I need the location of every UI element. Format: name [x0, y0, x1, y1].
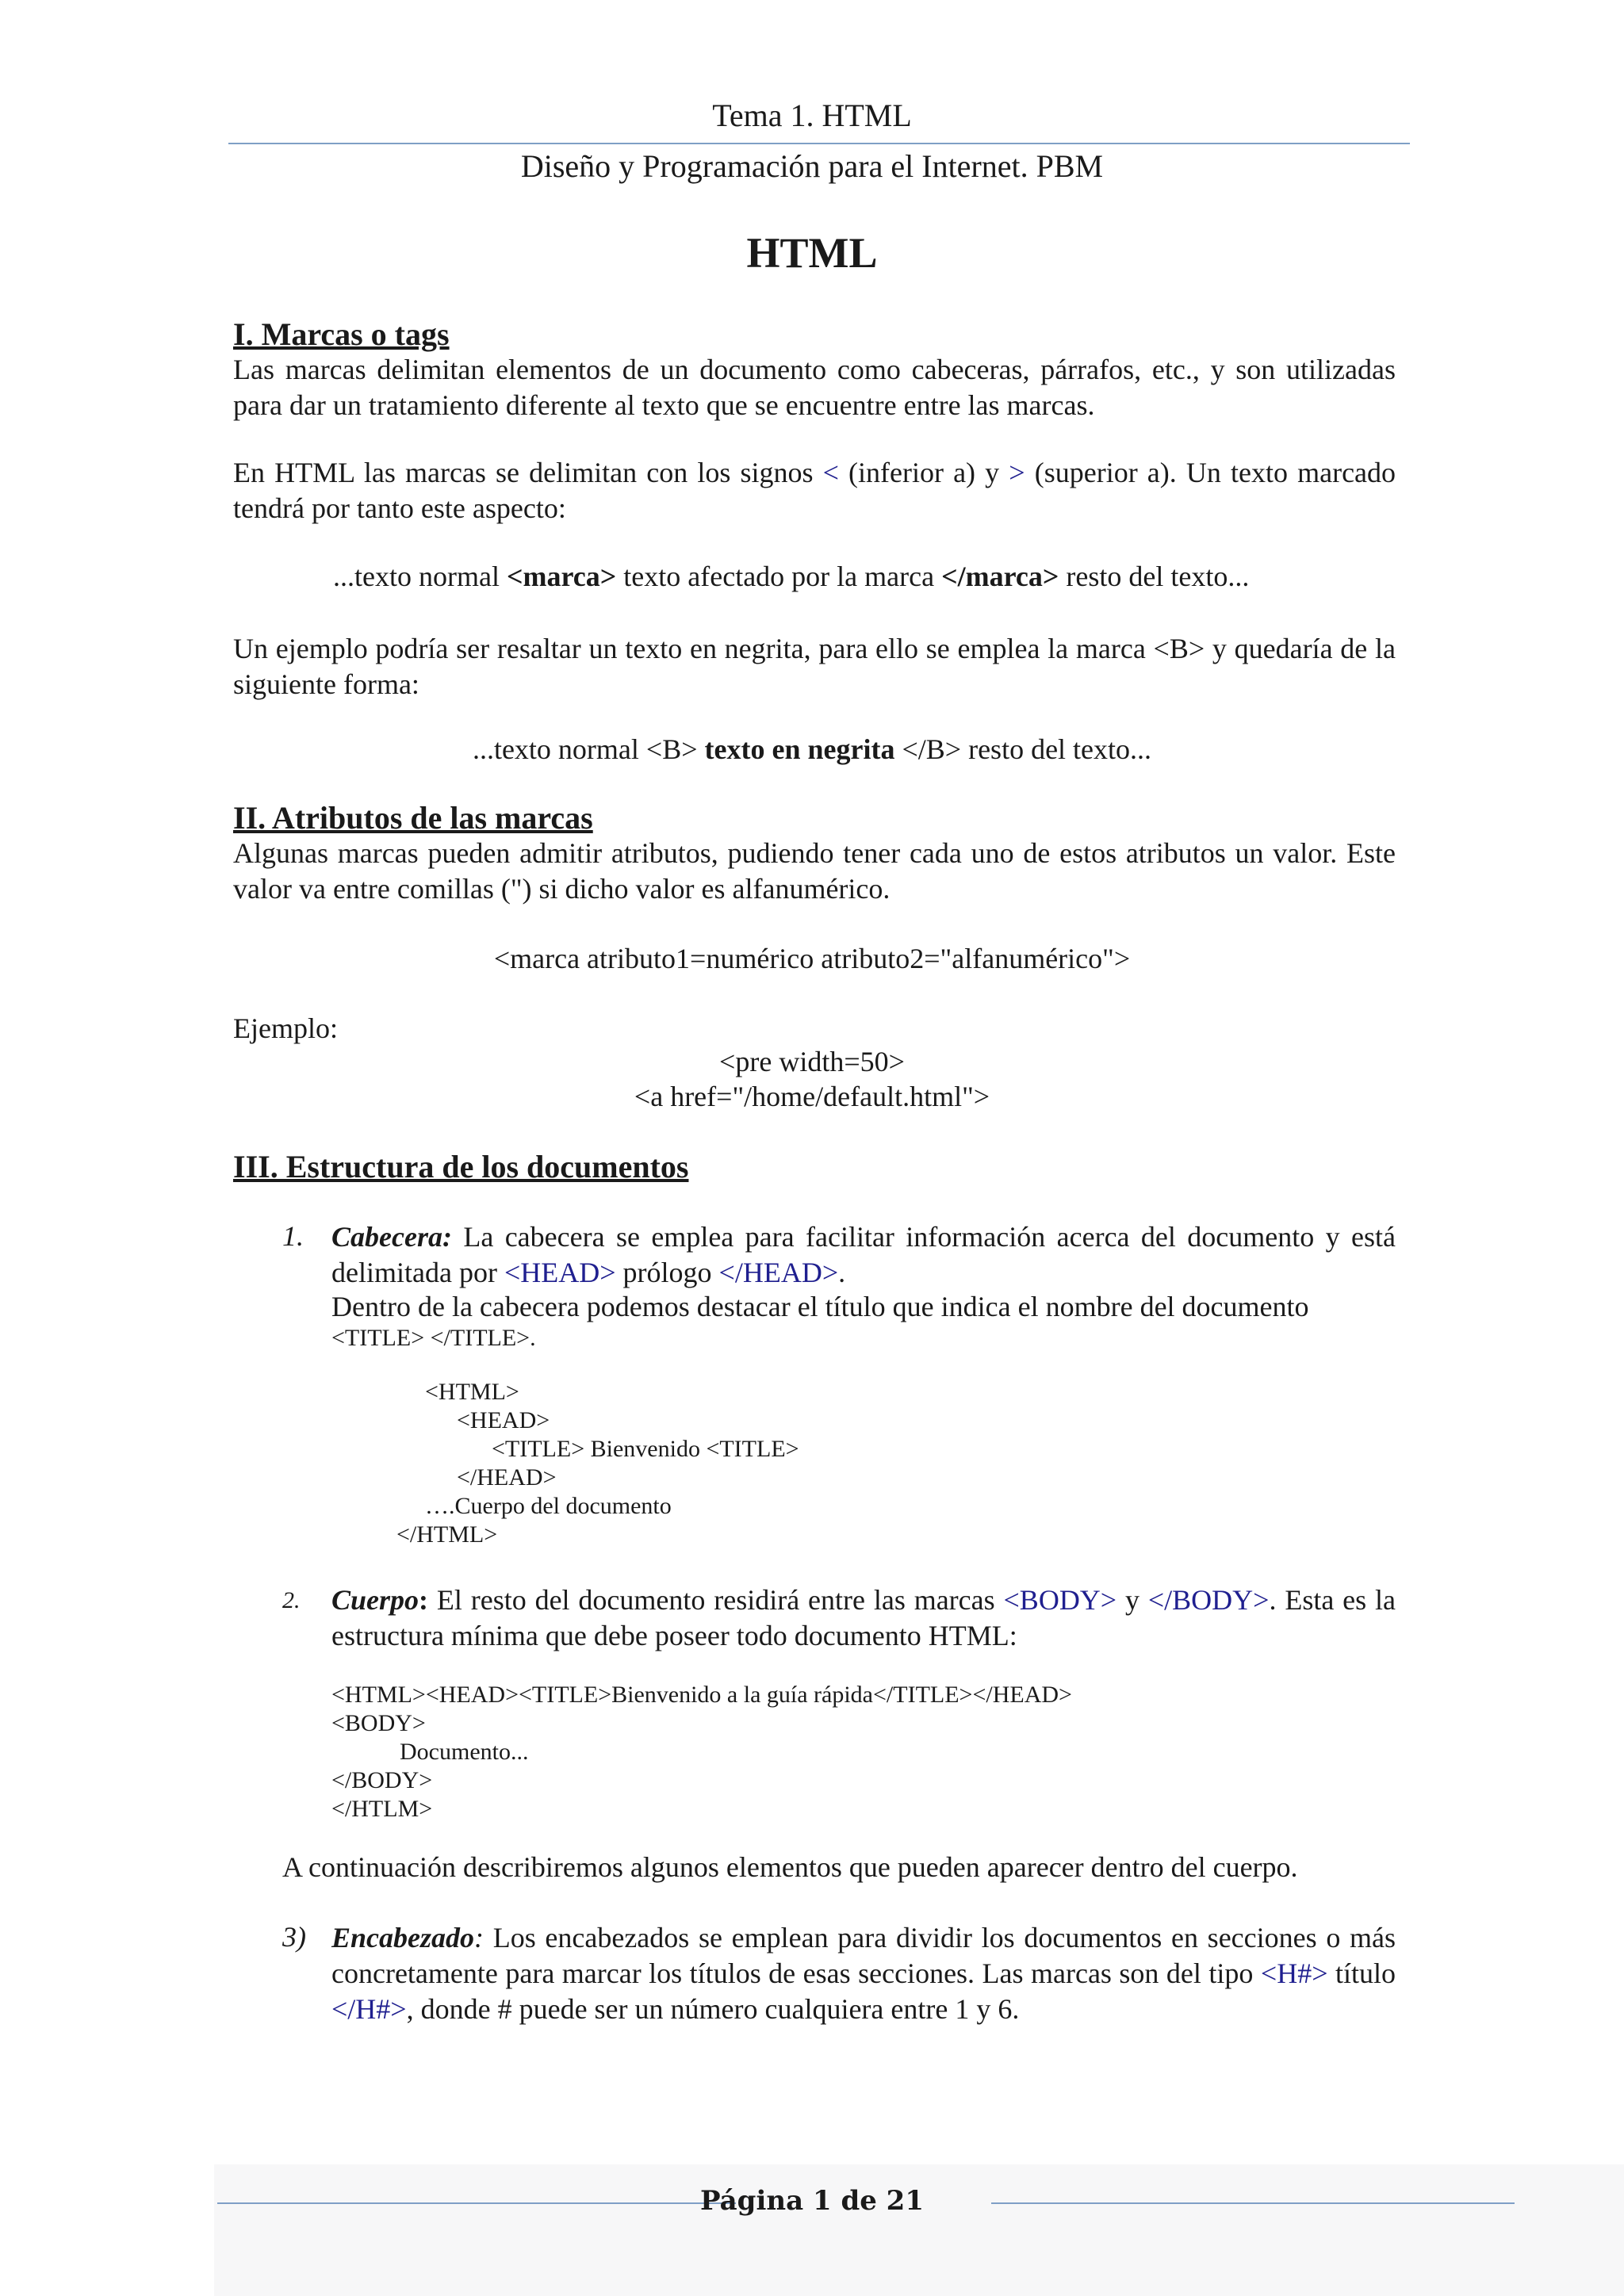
code-line: <BODY>: [331, 1710, 426, 1736]
paragraph: Las marcas delimitan elementos de un documento como cabeceras, párrafos, etc., y son utilizadas para dar un tratamiento diferente al texto que se encuentre entre las marcas.: [233, 354, 1396, 421]
code-line: </BODY>: [331, 1767, 433, 1793]
text: (inferior a) y: [848, 457, 1000, 488]
example-line: ...texto normal <B> texto en negrita </B> resto del texto...: [472, 733, 1152, 765]
section-heading-3: III. Estructura de los documentos: [233, 1149, 689, 1184]
example-line: <a href="/home/default.html">: [634, 1081, 990, 1112]
list-number: 3): [282, 1921, 306, 1953]
example-line: ...texto normal <marca> texto afectado por la marca </marca> resto del texto...: [333, 561, 1250, 592]
code-line: </HTML>: [396, 1521, 498, 1548]
header-rule: [228, 143, 1410, 144]
page-title: HTML: [746, 229, 878, 277]
list-item-cuerpo: Cuerpo: El resto del documento residirá entre las marcas <BODY> y </BODY>. Esta es la estructura mínima que debe poseer todo documento HTML:: [331, 1584, 1396, 1651]
running-header-subtitle: Diseño y Programación para el Internet. PBM: [520, 148, 1104, 184]
paragraph: Algunas marcas pueden admitir atributos, pudiendo tener cada uno de estos atributos un valor. Este valor va entre comillas (") si dicho valor es alfanumérico.: [233, 837, 1396, 905]
paragraph: Dentro de la cabecera podemos destacar el título que indica el nombre del documento: [331, 1291, 1309, 1322]
code-line: <TITLE> Bienvenido <TITLE>: [492, 1436, 799, 1462]
list-number: 1.: [282, 1220, 304, 1252]
footer-shade: [214, 2164, 1624, 2296]
code-line: <HEAD>: [457, 1407, 550, 1433]
code-line: <HTML>: [425, 1379, 519, 1405]
less-than-sign: <: [822, 457, 839, 488]
paragraph: [233, 455, 1396, 526]
greater-than-sign: >: [1009, 457, 1025, 488]
paragraph: A continuación describiremos algunos elementos que pueden aparecer dentro del cuerpo.: [282, 1851, 1298, 1883]
page-number: Página 1 de 21: [699, 2185, 924, 2217]
paragraph: Un ejemplo podría ser resaltar un texto en negrita, para ello se emplea la marca <B> y quedaría de la siguiente forma:: [233, 633, 1396, 700]
example-label: Ejemplo:: [233, 1012, 338, 1044]
syntax-line: <marca atributo1=numérico atributo2="alfanumérico">: [493, 943, 1131, 974]
code-line: <HTML><HEAD><TITLE>Bienvenido a la guía rápida</TITLE></HEAD>: [331, 1682, 1072, 1708]
running-header-title: Tema 1. HTML: [712, 98, 912, 133]
section-heading-2: II. Atributos de las marcas: [233, 800, 593, 836]
list-item-cabecera: Cabecera: La cabecera se emplea para facilitar información acerca del documento y está delimitada por <HEAD> prólogo </HEAD>.: [331, 1221, 1396, 1288]
code-line: ….Cuerpo del documento: [425, 1493, 672, 1519]
text: (superior a). Un texto marcado tendrá por tanto este aspecto:: [233, 457, 1396, 524]
code-line: Documento...: [400, 1739, 529, 1765]
section-heading-1: I. Marcas o tags: [233, 316, 450, 352]
text: En HTML las marcas se delimitan con los signos: [233, 457, 814, 488]
example-line: <pre width=50>: [719, 1046, 905, 1077]
inline-tags: <TITLE> </TITLE>.: [331, 1325, 536, 1351]
code-line: </HTLM>: [331, 1796, 433, 1822]
list-item-encabezado: Encabezado: Los encabezados se emplean para dividir los documentos en secciones o más concretamente para marcar los títulos de esas secciones. Las marcas son del tipo <H#> título </H#>, donde # puede ser un número cualquiera entre 1 y 6.: [331, 1922, 1396, 2025]
code-line: </HEAD>: [457, 1464, 557, 1490]
list-number: 2.: [282, 1587, 301, 1613]
